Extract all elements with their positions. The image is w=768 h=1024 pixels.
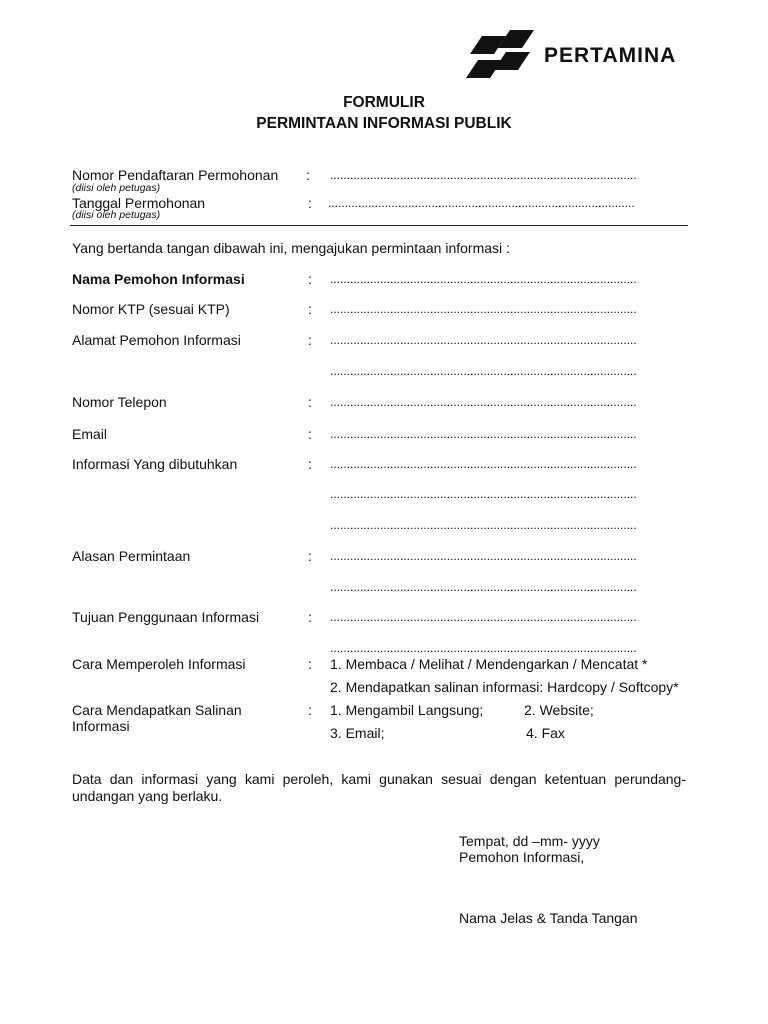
reason-label: Alasan Permintaan	[72, 548, 191, 564]
registration-date-field[interactable]: ............................................................................................	[328, 196, 635, 210]
closing-statement: Data dan informasi yang kami peroleh, kami gunakan sesuai dengan ketentuan perundang-undangan yang berlaku.	[72, 771, 686, 804]
form-title: FORMULIR	[343, 94, 425, 111]
applicant-name-label: Nama Pemohon Informasi	[72, 271, 245, 287]
info-needed-field-line1[interactable]: ............................................................................................	[330, 457, 637, 471]
colon: :	[308, 301, 312, 317]
applicant-title: Pemohon Informasi,	[459, 849, 585, 865]
copy-option-2[interactable]: 2. Website;	[524, 702, 594, 718]
phone-label: Nomor Telepon	[72, 394, 167, 410]
reason-field-line1[interactable]: ............................................................................................	[330, 549, 637, 563]
info-needed-field-line2[interactable]: ............................................................................................	[330, 487, 637, 501]
signature-name-label: Nama Jelas & Tanda Tangan	[459, 910, 638, 926]
copy-method-label-line2: Informasi	[72, 718, 130, 734]
colon: :	[308, 609, 312, 625]
phone-field[interactable]: ............................................................................................	[330, 395, 637, 409]
colon: :	[308, 394, 312, 410]
colon: :	[308, 548, 312, 564]
colon: :	[308, 426, 312, 442]
registration-number-note: (diisi oleh petugas)	[72, 182, 161, 194]
colon: :	[308, 702, 312, 718]
colon: :	[308, 456, 312, 472]
colon: :	[308, 656, 312, 672]
ktp-number-label: Nomor KTP (sesuai KTP)	[72, 301, 230, 317]
info-needed-field-line3[interactable]: ............................................................................................	[330, 518, 637, 532]
registration-date-label: Tanggal Permohonan	[72, 195, 206, 211]
place-date: Tempat, dd –mm- yyyy	[459, 833, 600, 849]
ktp-number-field[interactable]: ............................................................................................	[330, 302, 637, 316]
email-field[interactable]: ............................................................................................	[330, 427, 637, 441]
intro-text: Yang bertanda tangan dibawah ini, mengajukan permintaan informasi :	[72, 240, 510, 256]
copy-option-1[interactable]: 1. Mengambil Langsung;	[330, 702, 484, 718]
applicant-name-field[interactable]: ............................................................................................	[330, 272, 637, 286]
copy-option-4[interactable]: 4. Fax	[526, 725, 565, 741]
divider	[70, 225, 688, 226]
copy-option-3[interactable]: 3. Email;	[330, 725, 385, 741]
purpose-field-line2[interactable]: ............................................................................................	[330, 641, 637, 655]
colon: :	[308, 332, 312, 348]
registration-number-field[interactable]: ............................................................................................	[330, 168, 637, 182]
colon: :	[308, 195, 312, 211]
address-field-line2[interactable]: ............................................................................................	[330, 364, 637, 378]
reason-field-line2[interactable]: ............................................................................................	[330, 580, 637, 594]
copy-method-label-line1: Cara Mendapatkan Salinan	[72, 702, 242, 718]
registration-date-note: (diisi oleh petugas)	[72, 209, 161, 221]
info-needed-label: Informasi Yang dibutuhkan	[72, 456, 238, 472]
email-label: Email	[72, 426, 108, 442]
purpose-field-line1[interactable]: ............................................................................................	[330, 610, 637, 624]
address-label: Alamat Pemohon Informasi	[72, 332, 241, 348]
colon: :	[308, 271, 312, 287]
form-subtitle: PERMINTAAN INFORMASI PUBLIK	[256, 115, 512, 132]
obtain-option-2[interactable]: 2. Mendapatkan salinan informasi: Hardcopy / Softcopy*	[330, 679, 679, 695]
registration-number-label: Nomor Pendaftaran Permohonan	[72, 167, 279, 183]
address-field-line1[interactable]: ............................................................................................	[330, 333, 637, 347]
brand-name: PERTAMINA	[544, 44, 677, 67]
colon: :	[306, 167, 310, 183]
purpose-label: Tujuan Penggunaan Informasi	[72, 609, 260, 625]
obtain-option-1[interactable]: 1. Membaca / Melihat / Mendengarkan / Mencatat *	[330, 656, 648, 672]
obtain-method-label: Cara Memperoleh Informasi	[72, 656, 246, 672]
